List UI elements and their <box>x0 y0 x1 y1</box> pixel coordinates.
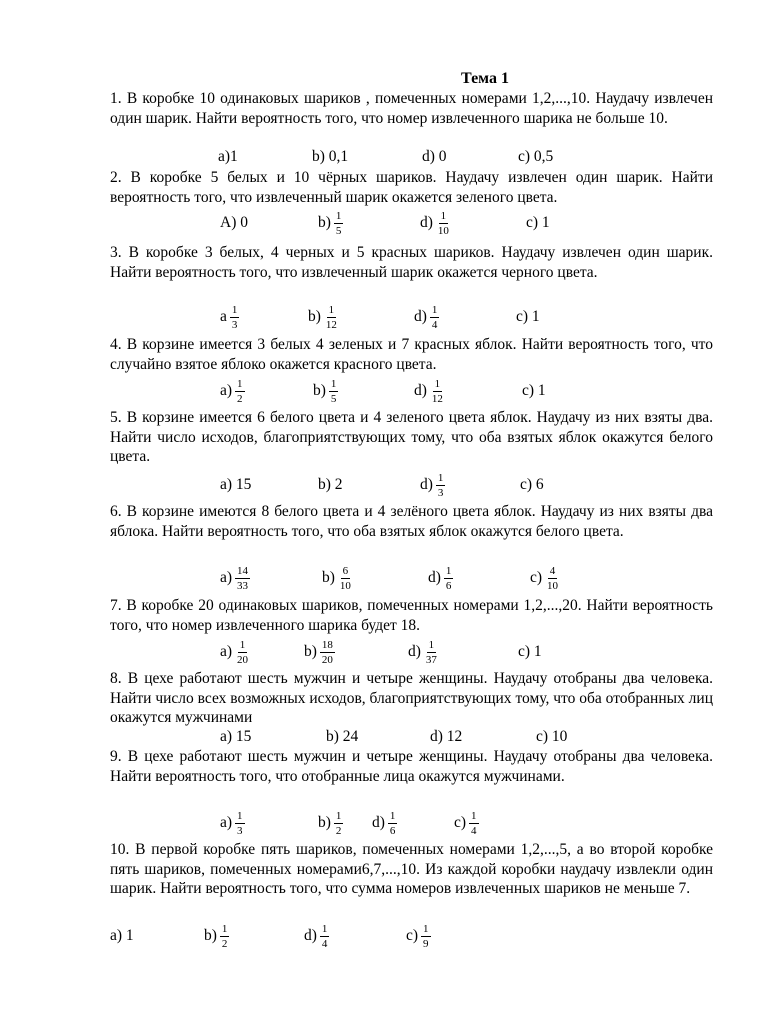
fraction: $\frac{1}{10}$ <box>437 209 449 237</box>
answer-option: d) $\frac{1}{37}$ <box>408 638 437 666</box>
answer-option: a) 15 <box>220 728 252 745</box>
fraction: $\frac{1}{6}$ <box>389 809 396 837</box>
question-text: 4. В корзине имеется 3 белых 4 зеленых и 7 красных яблок. Найти вероятность того, что случайно взятое яблоко окажется красного цвета. <box>110 336 713 373</box>
question-text: 10. В первой коробке пять шариков, помеченных номерами 1,2,...,5, а во второй коробке пять шариков, помеченных номерами6,7,...,10. Из каждой коробки наудачу извлекли один шарик. Найти вероятность того, что сумма номеров извлеченных шариков не меньше 7. <box>110 841 713 897</box>
fraction: $\frac{1}{3}$ <box>437 471 444 499</box>
fraction: $\frac{1}{4}$ <box>431 303 438 331</box>
answer-option: a $\frac{1}{3}$ <box>220 303 238 331</box>
question-6 <box>110 502 713 541</box>
answer-option: d) $\frac{1}{4}$ <box>414 303 438 331</box>
answer-option: d) 0 <box>422 148 447 165</box>
answer-option: c) 1 <box>522 382 546 399</box>
fraction: $\frac{1}{4}$ <box>471 809 477 837</box>
answer-option: a) $\frac{1}{3}$ <box>220 809 243 837</box>
fraction: $\frac{18}{20}$ <box>321 638 333 666</box>
answer-option: c) 1 <box>526 214 550 231</box>
question-2 <box>110 168 713 207</box>
fraction: $\frac{1}{2}$ <box>335 809 342 837</box>
answers-7 <box>0 637 768 667</box>
fraction: $\frac{4}{10}$ <box>547 564 559 592</box>
answers-9 <box>0 808 768 838</box>
fraction: $\frac{1}{5}$ <box>330 377 337 405</box>
answer-option: d) $\frac{1}{6}$ <box>372 809 396 837</box>
answer-option: d) $\frac{1}{10}$ <box>420 209 449 237</box>
question-text: 3. В коробке 3 белых, 4 черных и 5 красных шариков. Наудачу извлечен один шарик. Найти вероятность того, что извлеченный шарик окажется черного цвета. <box>110 244 713 281</box>
page-title: Тема 1 <box>461 70 509 87</box>
answers-10 <box>0 921 768 951</box>
answer-option: d) $\frac{1}{4}$ <box>304 922 328 950</box>
answer-option: a) $\frac{1}{20}$ <box>220 638 249 666</box>
answer-option: b) $\frac{18}{20}$ <box>304 638 333 666</box>
answer-option: c) 1 <box>516 308 540 325</box>
fraction: $\frac{1}{3}$ <box>237 809 243 837</box>
answer-option: c) 0,5 <box>518 148 554 165</box>
answer-option: b) 24 <box>326 728 359 745</box>
answer-option: A) 0 <box>220 214 248 231</box>
answer-option: a) 1 <box>110 927 134 944</box>
answer-option: d) $\frac{1}{6}$ <box>428 564 452 592</box>
question-1 <box>110 89 713 128</box>
answer-option: b) 0,1 <box>312 148 349 165</box>
answer-option: c) $\frac{1}{9}$ <box>406 922 429 950</box>
answer-option: b) $\frac{1}{5}$ <box>313 377 337 405</box>
answer-option: a) 15 <box>220 476 252 493</box>
answers-6 <box>0 563 768 593</box>
question-text: 7. В коробке 20 одинаковых шариков, помеченных номерами 1,2,...,20. Найти вероятность того, что номер извлеченного шарика будет 18. <box>110 597 713 634</box>
question-9 <box>110 747 713 786</box>
fraction: $\frac{1}{20}$ <box>237 638 249 666</box>
answer-option: a) $\frac{1}{2}$ <box>220 377 243 405</box>
fraction: $\frac{1}{2}$ <box>237 377 243 405</box>
answers-3 <box>0 302 768 332</box>
fraction: $\frac{1}{5}$ <box>335 209 342 237</box>
question-text: 2. В коробке 5 белых и 10 чёрных шариков. Наудачу извлечен один шарик. Найти вероятность того, что извлеченный шарик окажется зеленого цвета. <box>110 169 713 206</box>
fraction: $\frac{1}{12}$ <box>325 303 337 331</box>
question-text: 6. В корзине имеются 8 белого цвета и 4 зелёного цвета яблок. Наудачу из них взяты два яблока. Найти вероятность того, что оба взятых яблок окажутся белого цвета. <box>110 503 713 540</box>
fraction: $\frac{1}{37}$ <box>425 638 437 666</box>
answer-option: b) $\frac{1}{12}$ <box>308 303 337 331</box>
fraction: $\frac{14}{33}$ <box>237 564 249 592</box>
answer-option: c) $\frac{4}{10}$ <box>530 564 559 592</box>
answer-option: a)1 <box>218 148 238 165</box>
question-5 <box>110 408 713 467</box>
answer-option: b) $\frac{1}{2}$ <box>204 922 228 950</box>
question-text: 9. В цехе работают шесть мужчин и четыре женщины. Наудачу отобраны два человека. Найти вероятность того, что отобранные лица окажутся мужчинами. <box>110 748 713 785</box>
answer-option: b) 2 <box>318 476 343 493</box>
answer-option: d) $\frac{1}{12}$ <box>414 377 443 405</box>
question-7 <box>110 596 713 635</box>
fraction: $\frac{1}{4}$ <box>321 922 328 950</box>
question-10 <box>110 840 713 899</box>
answers-5 <box>0 470 768 500</box>
question-text: 5. В корзине имеется 6 белого цвета и 4 зеленого цвета яблок. Наудачу из них взяты два. Найти число исходов, благоприятствующих тому, что оба взятых яблок окажутся белого цвета. <box>110 409 713 465</box>
question-4 <box>110 335 713 374</box>
question-8 <box>110 669 713 728</box>
answer-option: c) $\frac{1}{4}$ <box>454 809 477 837</box>
answer-option: b) $\frac{1}{2}$ <box>318 809 342 837</box>
fraction: $\frac{1}{2}$ <box>221 922 228 950</box>
question-text: 1. В коробке 10 одинаковых шариков , помеченных номерами 1,2,...,10. Наудачу извлечен один шарик. Найти вероятность того, что номер извлеченного шарика не больше 10. <box>110 90 713 127</box>
question-text: 8. В цехе работают шесть мужчин и четыре женщины. Наудачу отобраны два человека. Найти число всех возможных исходов, благоприятствующих тому, что оба отобранных лиц окажутся мужчинами <box>110 670 713 726</box>
fraction: $\frac{1}{12}$ <box>431 377 443 405</box>
fraction: $\frac{1}{9}$ <box>423 922 429 950</box>
answer-option: d) 12 <box>430 728 463 745</box>
answers-2 <box>0 208 768 238</box>
answer-option: c) 6 <box>520 476 544 493</box>
fraction: $\frac{1}{3}$ <box>231 303 238 331</box>
answer-option: b) $\frac{1}{5}$ <box>318 209 342 237</box>
fraction: $\frac{6}{10}$ <box>339 564 351 592</box>
answer-option: b) $\frac{6}{10}$ <box>322 564 351 592</box>
question-3 <box>110 243 713 282</box>
answer-option: a) $\frac{14}{33}$ <box>220 564 249 592</box>
answer-option: d) $\frac{1}{3}$ <box>420 471 444 499</box>
answer-option: c) 1 <box>518 643 542 660</box>
answers-4 <box>0 376 768 406</box>
answer-option: c) 10 <box>536 728 568 745</box>
fraction: $\frac{1}{6}$ <box>445 564 452 592</box>
